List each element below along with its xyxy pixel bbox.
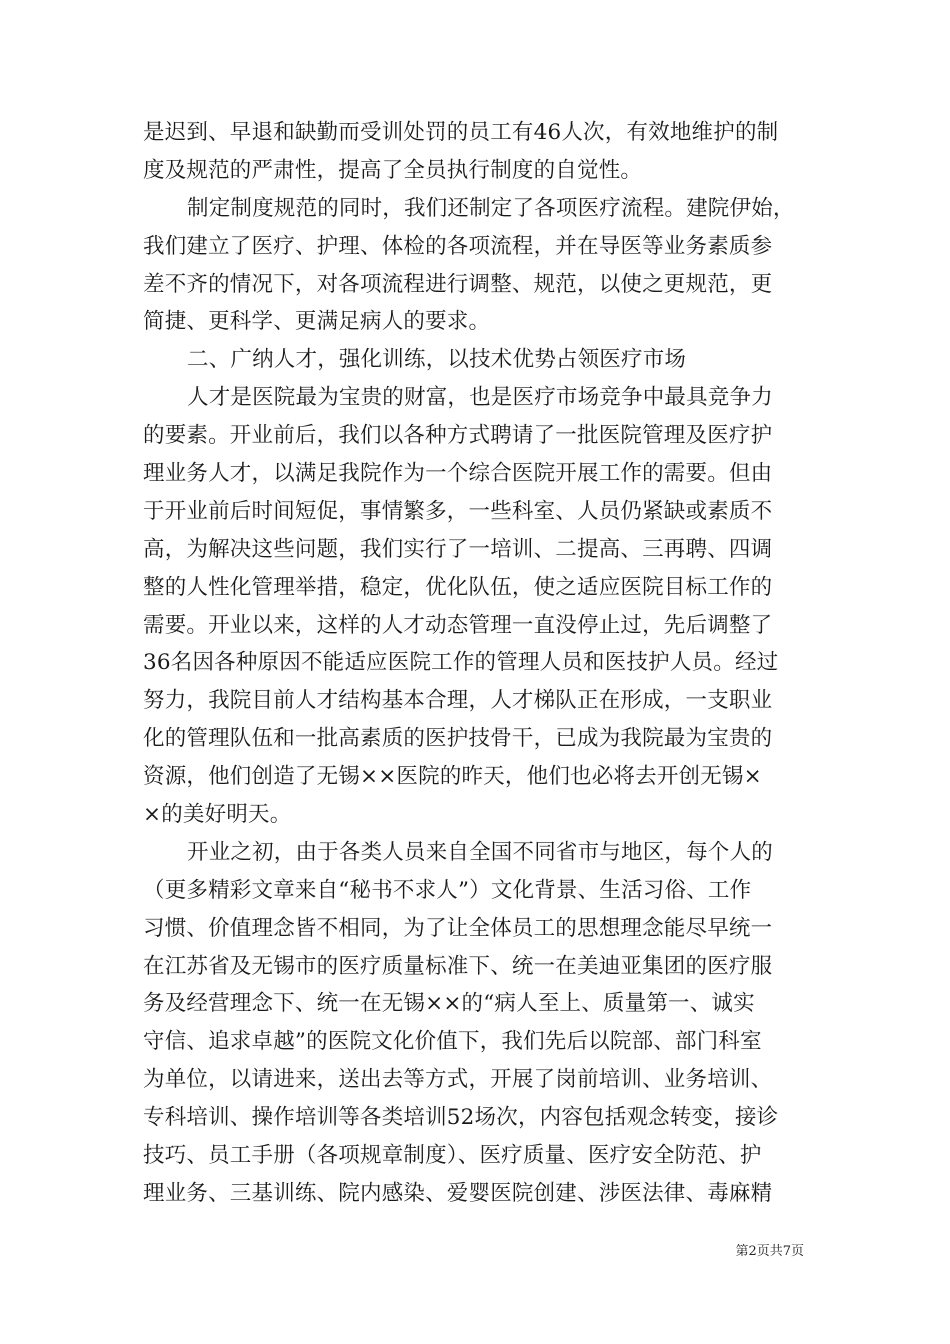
text-line: 化的管理队伍和一批高素质的医护技骨干，已成为我院最为宝贵的 [143, 726, 773, 752]
text-line: 整的人性化管理举措，稳定，优化队伍，使之适应医院目标工作的 [143, 574, 773, 600]
text-line: 36名因各种原因不能适应医院工作的管理人员和医技护人员。经过 [143, 650, 779, 676]
text-line: 差不齐的情况下，对各项流程进行调整、规范，以使之更规范，更 [143, 271, 773, 297]
paragraph [143, 114, 809, 190]
text-line: 理业务、三基训练、院内感染、爱婴医院创建、涉医法律、毒麻精 [143, 1180, 773, 1206]
text-line: 守信、追求卓越”的医院文化价值下，我们先后以院部、部门科室 [143, 1029, 762, 1055]
text-line: 习惯、价值理念皆不相同，为了让全体员工的思想理念能尽早统一 [143, 915, 773, 941]
text-line: 需要。开业以来，这样的人才动态管理一直没停止过，先后调整了 [143, 612, 773, 638]
text-line: 高，为解决这些问题，我们实行了一培训、二提高、三再聘、四调 [143, 536, 773, 562]
text-line: 度及规范的严肃性，提高了全员执行制度的自觉性。 [143, 157, 643, 183]
text-line: 我们建立了医疗、护理、体检的各项流程，并在导医等业务素质参 [143, 233, 773, 259]
paragraph [143, 834, 809, 1213]
text-line: 务及经营理念下、统一在无锡××的“病人至上、质量第一、诚实 [143, 991, 755, 1017]
text-line: 于开业前后时间短促，事情繁多，一些科室、人员仍紧缺或素质不 [143, 498, 773, 524]
text-line: 是迟到、早退和缺勤而受训处罚的员工有46人次，有效地维护的制 [143, 120, 779, 145]
text-line: 专科培训、操作培训等各类培训52场次，内容包括观念转变，接诊 [143, 1105, 779, 1131]
text-line: ×的美好明天。 [143, 802, 292, 828]
document-body [143, 114, 809, 1213]
page-number: 第2页共7页 [735, 1244, 804, 1259]
text-line: 资源，他们创造了无锡××医院的昨天，他们也必将去开创无锡× [143, 764, 762, 790]
paragraph [143, 379, 809, 834]
text-line: 人才是医院最为宝贵的财富，也是医疗市场竞争中最具竞争力 [187, 385, 773, 411]
text-line: 努力，我院目前人才结构基本合理，人才梯队正在形成，一支职业 [143, 688, 773, 714]
text-line: 为单位，以请进来，送出去等方式，开展了岗前培训、业务培训、 [143, 1067, 773, 1093]
paragraph [143, 190, 809, 342]
text-line: 理业务人才，以满足我院作为一个综合医院开展工作的需要。但由 [143, 461, 773, 487]
text-line: 简捷、更科学、更满足病人的要求。 [143, 309, 491, 335]
text-line: 技巧、员工手册（各项规章制度）、医疗质量、医疗安全防范、护 [143, 1143, 762, 1169]
section-heading [143, 341, 809, 379]
text-line: 的要素。开业前后，我们以各种方式聘请了一批医院管理及医疗护 [143, 423, 773, 449]
section-heading-text: 二、广纳人才，强化训练，以技术优势占领医疗市场 [187, 347, 687, 373]
text-line: 制定制度规范的同时，我们还制定了各项医疗流程。建院伊始， [187, 195, 795, 221]
text-line: （更多精彩文章来自“秘书不求人”）文化背景、生活习俗、工作 [143, 877, 752, 903]
text-line: 开业之初，由于各类人员来自全国不同省市与地区，每个人的 [187, 839, 773, 865]
text-line: 在江苏省及无锡市的医疗质量标准下、统一在美迪亚集团的医疗服 [143, 953, 773, 979]
